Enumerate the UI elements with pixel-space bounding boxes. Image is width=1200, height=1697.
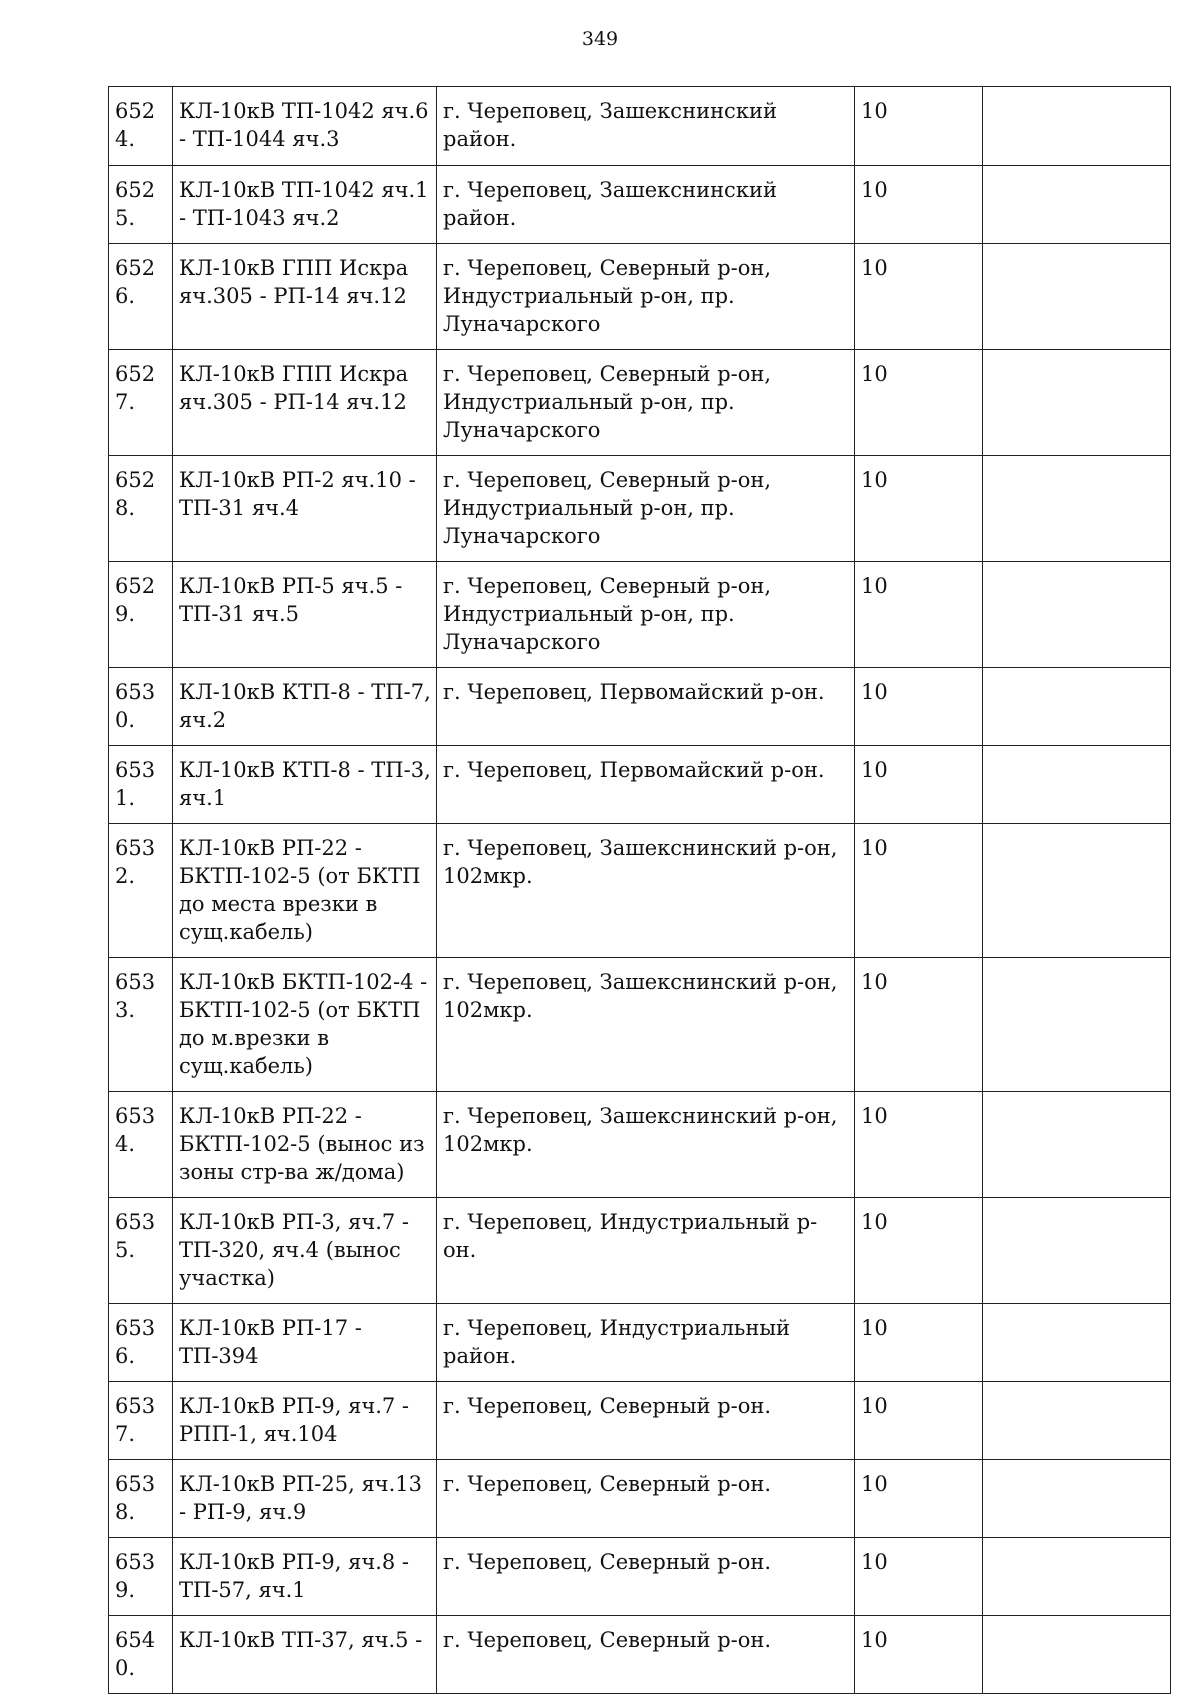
row-number: 6531. xyxy=(109,746,173,824)
page-number: 349 xyxy=(581,28,619,50)
voltage-kv: 10 xyxy=(855,746,983,824)
empty-cell xyxy=(983,562,1171,668)
row-number: 6527. xyxy=(109,350,173,456)
row-number: 6530. xyxy=(109,668,173,746)
voltage-kv: 10 xyxy=(855,1460,983,1538)
voltage-kv: 10 xyxy=(855,1616,983,1694)
row-number: 6540. xyxy=(109,1616,173,1694)
empty-cell xyxy=(983,668,1171,746)
empty-cell xyxy=(983,166,1171,244)
row-number: 6534. xyxy=(109,1092,173,1198)
location: г. Череповец, Зашекснинский р-он, 102мкр. xyxy=(437,958,855,1092)
cable-line-name: КЛ-10кВ РП-25, яч.13 - РП-9, яч.9 xyxy=(173,1460,437,1538)
location: г. Череповец, Северный р-он. xyxy=(437,1538,855,1616)
cable-line-name: КЛ-10кВ РП-9, яч.7 - РПП-1, яч.104 xyxy=(173,1382,437,1460)
empty-cell xyxy=(983,746,1171,824)
location: г. Череповец, Северный р-он, Индустриальный р-он, пр. Луначарского xyxy=(437,562,855,668)
row-number: 6524. xyxy=(109,87,173,166)
table-row xyxy=(109,1460,1171,1538)
cable-line-registry-table xyxy=(108,86,1171,1694)
voltage-kv: 10 xyxy=(855,824,983,958)
voltage-kv: 10 xyxy=(855,668,983,746)
cable-line-name: КЛ-10кВ ГПП Искра яч.305 - РП-14 яч.12 xyxy=(173,244,437,350)
location: г. Череповец, Зашекснинский р-он, 102мкр. xyxy=(437,1092,855,1198)
table-row xyxy=(109,1304,1171,1382)
table-row xyxy=(109,1382,1171,1460)
table-row xyxy=(109,746,1171,824)
cable-line-name: КЛ-10кВ РП-22 - БКТП-102-5 (вынос из зоны стр-ва ж/дома) xyxy=(173,1092,437,1198)
empty-cell xyxy=(983,350,1171,456)
row-number: 6536. xyxy=(109,1304,173,1382)
voltage-kv: 10 xyxy=(855,958,983,1092)
voltage-kv: 10 xyxy=(855,1198,983,1304)
cable-line-name: КЛ-10кВ БКТП-102-4 - БКТП-102-5 (от БКТП до м.врезки в сущ.кабель) xyxy=(173,958,437,1092)
voltage-kv: 10 xyxy=(855,350,983,456)
voltage-kv: 10 xyxy=(855,456,983,562)
row-number: 6539. xyxy=(109,1538,173,1616)
location: г. Череповец, Индустриальный р-он. xyxy=(437,1198,855,1304)
table-row xyxy=(109,87,1171,166)
row-number: 6533. xyxy=(109,958,173,1092)
voltage-kv: 10 xyxy=(855,562,983,668)
row-number: 6529. xyxy=(109,562,173,668)
cable-line-name: КЛ-10кВ КТП-8 - ТП-7, яч.2 xyxy=(173,668,437,746)
cable-line-name: КЛ-10кВ ТП-1042 яч.6 - ТП-1044 яч.3 xyxy=(173,87,437,166)
table-row xyxy=(109,824,1171,958)
row-number: 6537. xyxy=(109,1382,173,1460)
table-row xyxy=(109,350,1171,456)
empty-cell xyxy=(983,456,1171,562)
table-row xyxy=(109,1092,1171,1198)
empty-cell xyxy=(983,87,1171,166)
row-number: 6526. xyxy=(109,244,173,350)
empty-cell xyxy=(983,958,1171,1092)
empty-cell xyxy=(983,1198,1171,1304)
location: г. Череповец, Первомайский р-он. xyxy=(437,746,855,824)
location: г. Череповец, Северный р-он, Индустриальный р-он, пр. Луначарского xyxy=(437,350,855,456)
table-row xyxy=(109,562,1171,668)
empty-cell xyxy=(983,1382,1171,1460)
cable-line-name: КЛ-10кВ РП-9, яч.8 - ТП-57, яч.1 xyxy=(173,1538,437,1616)
voltage-kv: 10 xyxy=(855,166,983,244)
cable-line-name: КЛ-10кВ РП-2 яч.10 - ТП-31 яч.4 xyxy=(173,456,437,562)
location: г. Череповец, Первомайский р-он. xyxy=(437,668,855,746)
row-number: 6532. xyxy=(109,824,173,958)
cable-line-name: КЛ-10кВ ТП-1042 яч.1 - ТП-1043 яч.2 xyxy=(173,166,437,244)
empty-cell xyxy=(983,244,1171,350)
cable-line-name: КЛ-10кВ РП-17 - ТП-394 xyxy=(173,1304,437,1382)
empty-cell xyxy=(983,824,1171,958)
table-row xyxy=(109,958,1171,1092)
location: г. Череповец, Северный р-он. xyxy=(437,1460,855,1538)
location: г. Череповец, Северный р-он. xyxy=(437,1382,855,1460)
empty-cell xyxy=(983,1538,1171,1616)
location: г. Череповец, Северный р-он, Индустриальный р-он, пр. Луначарского xyxy=(437,456,855,562)
table-row xyxy=(109,456,1171,562)
voltage-kv: 10 xyxy=(855,1092,983,1198)
empty-cell xyxy=(983,1460,1171,1538)
row-number: 6535. xyxy=(109,1198,173,1304)
table-row xyxy=(109,668,1171,746)
empty-cell xyxy=(983,1616,1171,1694)
cable-line-name: КЛ-10кВ РП-3, яч.7 - ТП-320, яч.4 (вынос участка) xyxy=(173,1198,437,1304)
row-number: 6528. xyxy=(109,456,173,562)
empty-cell xyxy=(983,1304,1171,1382)
location: г. Череповец, Зашекснинский р-он, 102мкр. xyxy=(437,824,855,958)
location: г. Череповец, Зашекснинский район. xyxy=(437,166,855,244)
empty-cell xyxy=(983,1092,1171,1198)
table-row xyxy=(109,1616,1171,1694)
location: г. Череповец, Северный р-он. xyxy=(437,1616,855,1694)
cable-line-name: КЛ-10кВ ТП-37, яч.5 - xyxy=(173,1616,437,1694)
table-row xyxy=(109,166,1171,244)
voltage-kv: 10 xyxy=(855,1304,983,1382)
row-number: 6538. xyxy=(109,1460,173,1538)
voltage-kv: 10 xyxy=(855,87,983,166)
table-row xyxy=(109,1538,1171,1616)
voltage-kv: 10 xyxy=(855,1382,983,1460)
voltage-kv: 10 xyxy=(855,1538,983,1616)
cable-line-name: КЛ-10кВ РП-22 - БКТП-102-5 (от БКТП до места врезки в сущ.кабель) xyxy=(173,824,437,958)
location: г. Череповец, Индустриальный район. xyxy=(437,1304,855,1382)
cable-line-name: КЛ-10кВ РП-5 яч.5 - ТП-31 яч.5 xyxy=(173,562,437,668)
table-row xyxy=(109,244,1171,350)
location: г. Череповец, Северный р-он, Индустриальный р-он, пр. Луначарского xyxy=(437,244,855,350)
location: г. Череповец, Зашекснинский район. xyxy=(437,87,855,166)
cable-line-name: КЛ-10кВ КТП-8 - ТП-3, яч.1 xyxy=(173,746,437,824)
cable-line-name: КЛ-10кВ ГПП Искра яч.305 - РП-14 яч.12 xyxy=(173,350,437,456)
row-number: 6525. xyxy=(109,166,173,244)
voltage-kv: 10 xyxy=(855,244,983,350)
table-row xyxy=(109,1198,1171,1304)
